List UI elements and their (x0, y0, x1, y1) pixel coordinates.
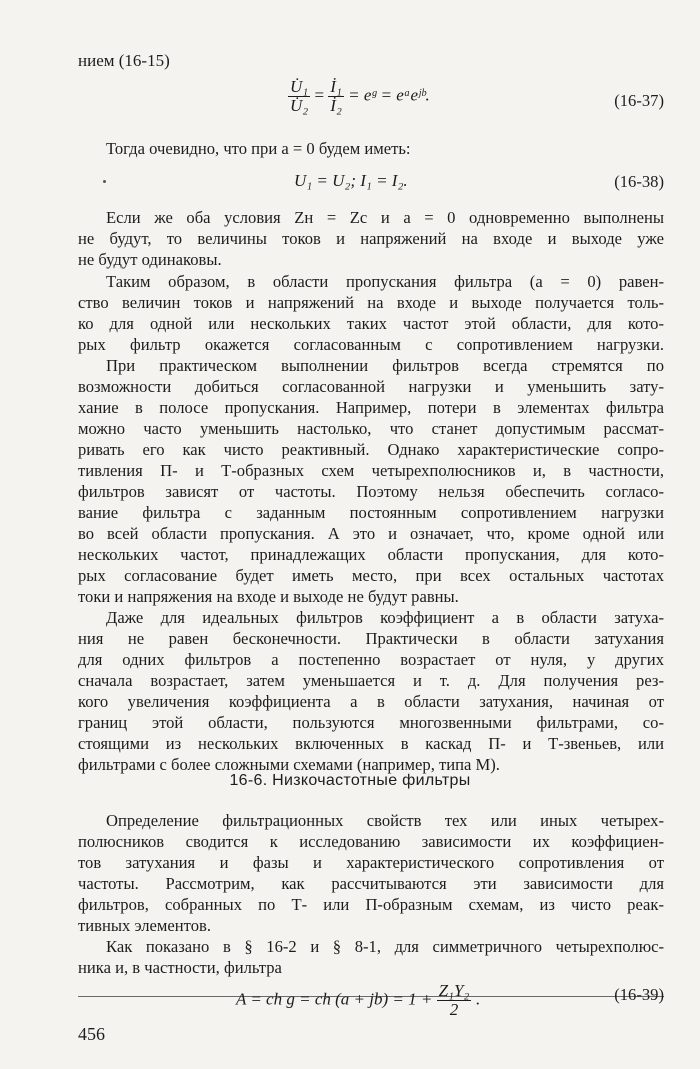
fraction-u (288, 78, 310, 115)
para4-line: сначала возрастает, затем уменьшается и т. д. Для получения рез- (78, 671, 664, 690)
para2-line: ство величин токов и напряжений на входе и выходе получается толь- (78, 293, 664, 312)
para4-line: кого увеличения коэффициента a в области затухания, начиная от (78, 692, 664, 711)
para6-line: ника и, в частности, фильтра (78, 958, 282, 977)
fraction-i (328, 78, 344, 115)
page-number: 456 (78, 1024, 105, 1044)
eq-16-37-rhs: = eᵍ = eᵃeʲᵇ. (348, 85, 430, 105)
para3-line: При практическом выполнении фильтров всегда стремятся по (106, 356, 664, 375)
eq-i2: İ₂ (330, 96, 342, 115)
para3-line: можно часто уменьшить настолько, что станет допустимым рассмат- (78, 419, 664, 438)
eq-16-39-lhs: A = ch g = ch (a + jb) = 1 + (236, 989, 433, 1009)
header-text: нием (16-15) (78, 51, 170, 70)
equation-16-39 (236, 982, 480, 1019)
para3-line: нескольких частот, принадлежащих области пропускания, для кото- (78, 545, 664, 564)
equation-number-16-37: (16-37) (614, 91, 664, 110)
para4-line: стоящими из нескольких включенных в каскад П- и Т-звеньев, или (78, 734, 664, 753)
eq-16-39-num: Z₁Y₂ (438, 981, 470, 1000)
text-line-then: Тогда очевидно, что при a = 0 будем иметь: (106, 139, 411, 158)
para4-line: Даже для идеальных фильтров коэффициент a в области затуха- (106, 608, 664, 627)
para5-line: частоты. Рассмотрим, как рассчитываются эти зависимости для (78, 874, 664, 893)
para4-line: фильтрами с более сложными схемами (например, типа M). (78, 755, 500, 774)
para3-line: возможности добиться согласованной нагрузки и уменьшить зату- (78, 377, 664, 396)
para3-line: вание фильтра с заданным постоянным сопротивлением нагрузки (78, 503, 664, 522)
para1-line: не будут, то величины токов и напряжений на входе и выходе уже (78, 229, 664, 248)
eq-16-39-tail: . (475, 989, 480, 1009)
section-heading: 16-6. Низкочастотные фильтры (229, 772, 471, 789)
equation-number-16-38: (16-38) (614, 172, 664, 191)
para5-line: тивных элементов. (78, 916, 211, 935)
para3-line: токи и напряжения на входе и выходе не будут равны. (78, 587, 459, 606)
para3-line: фильтров зависят от частоты. Поэтому нельзя обеспечить согласо- (78, 482, 664, 501)
para6-line: Как показано в § 16-2 и § 8-1, для симметричного четырехполюс- (106, 937, 664, 956)
para5-line: тов затухания и фазы и характеристического сопротивления от (78, 853, 664, 872)
para1-line: не будут одинаковы. (78, 250, 222, 269)
fraction-z1y2 (437, 982, 472, 1019)
para3-line: рых согласование будет иметь место, при всех остальных частотах (78, 566, 664, 585)
para1-line: Если же оба условия Zн = Zc и a = 0 одновременно выполнены (106, 208, 664, 227)
para3-line: ривать его как чисто реактивный. Однако характеристические сопро- (78, 440, 664, 459)
para5-line: фильтров, собранных по Т- или П-образным схемам, из чисто реак- (78, 895, 664, 914)
equation-16-37: $\frac{\text{U̇₁}}{\text{U̇₂}}$ = $\frac{\text{İ₁}}{\text{İ₂}}$ = eᵍ = eᵃeʲᵇ. (290, 77, 430, 115)
equation-number-16-39: (16-39) (614, 985, 664, 1004)
para3-line: хание в полосе пропускания. Например, потери в элементах фильтра (78, 398, 664, 417)
para4-line: границ этой области, пользуются многозвенными фильтрами, со- (78, 713, 664, 732)
para4-line: ния не равен бесконечности. Практически в области затухания (78, 629, 664, 648)
para2-line: ко для одной или нескольких таких частот этой области, для кото- (78, 314, 664, 333)
eq-u2: U̇₂ (290, 96, 309, 115)
scan-speck (103, 180, 106, 183)
para5-line: полюсников сводится к исследованию зависимости их коэффициен- (78, 832, 664, 851)
eq-16-39-den: 2 (449, 1000, 459, 1019)
para5-line: Определение фильтрационных свойств тех или иных четырех- (106, 811, 664, 830)
para3-line: во всей области пропускания. А это и означает, что, кроме одной или (78, 524, 664, 543)
para2-line: Таким образом, в области пропускания фильтра (a = 0) равен- (106, 272, 664, 291)
equation-16-38: U₁ = U₂; I₁ = I₂. (294, 171, 408, 190)
para3-line: тивления П- и Т-образных схем четырехполюсников и, в частности, (78, 461, 664, 480)
para4-line: для одних фильтров a постепенно возрастает от нуля, у других (78, 650, 664, 669)
eq-u1: U̇₁ (290, 77, 309, 96)
para2-line: рых фильтр окажется согласованным с сопротивлением нагрузки. (78, 335, 664, 354)
eq-i1: İ₁ (330, 77, 342, 96)
